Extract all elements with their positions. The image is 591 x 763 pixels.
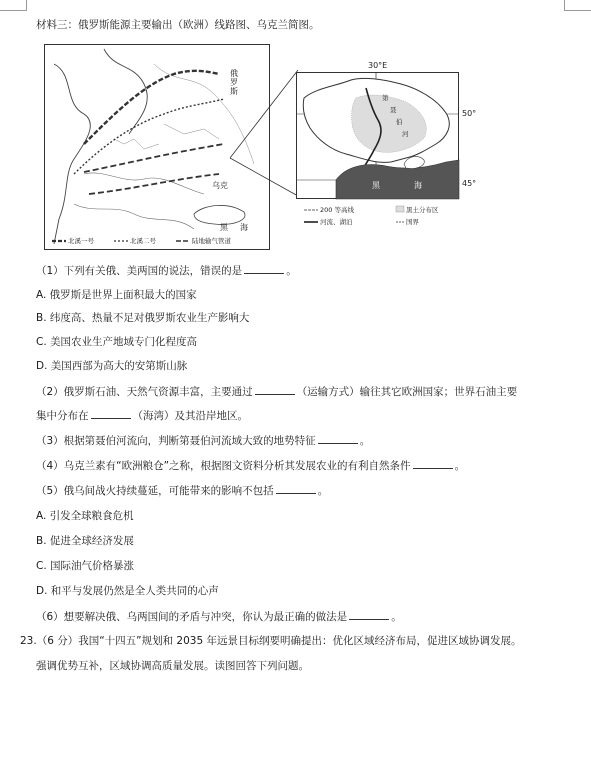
q5-option-c: C. 国际油气价格暴涨	[36, 560, 135, 572]
q1-option-d: D. 美国西部为高大的安第斯山脉	[36, 360, 188, 372]
legend-contour: 200 等高线	[320, 206, 354, 214]
legend-north-stream-1: 北溪一号	[68, 237, 94, 245]
q5-option-a: A. 引发全球粮食危机	[36, 510, 134, 522]
legend-pipeline: 陆地输气管道	[192, 237, 231, 245]
question-3-tail: 。	[359, 435, 371, 447]
sea-label-hai: 海	[414, 181, 422, 190]
region-label-di: 第	[382, 94, 389, 102]
answer-blank-q3[interactable]	[318, 433, 358, 444]
answer-blank-q2-transport[interactable]	[255, 384, 295, 395]
material-title: 材料三：俄罗斯能源主要输出（欧洲）线路图、乌克兰简图。	[36, 19, 320, 31]
crop-mark-top-left	[0, 0, 27, 11]
question-2-line-2b: （海湾）及其沿岸地区。	[132, 410, 248, 422]
crop-mark-top-right	[564, 0, 591, 11]
question-2-line-2a: 集中分布在	[36, 410, 89, 422]
zoom-connector	[220, 68, 300, 198]
lat-label-50: 50°	[462, 109, 477, 118]
lat-label-45: 45°	[462, 179, 477, 188]
label-sea: 海	[240, 223, 248, 232]
answer-blank-q2-gulf[interactable]	[91, 408, 131, 419]
answer-blank-q1[interactable]	[244, 263, 284, 274]
answer-blank-q5[interactable]	[276, 483, 316, 494]
question-2-stem-b: （运输方式）输往其它欧洲国家；世界石油主要	[296, 386, 518, 398]
sea-label-hei: 黑	[372, 181, 380, 190]
legend-river: 河流、湖泊	[320, 218, 353, 226]
question-3	[36, 433, 370, 448]
question-2-stem: （2）俄罗斯石油、天然气资源丰富，主要通过	[36, 386, 253, 398]
q1-option-b: B. 纬度高、热量不足对俄罗斯农业生产影响大	[36, 312, 250, 324]
region-label-bo: 伯	[396, 118, 403, 126]
region-label-he: 河	[402, 130, 409, 138]
legend-north-stream-2: 北溪二号	[130, 237, 156, 245]
question-2-line-1	[36, 384, 517, 399]
lon-label-30e: 30°E	[368, 61, 388, 70]
legend-border: 国界	[406, 218, 419, 226]
question-5	[36, 483, 328, 498]
legend-soil: 黑土分布区	[406, 206, 439, 214]
question-23-line-2: 强调优势互补，区域协调高质量发展。读图回答下列问题。	[36, 660, 309, 672]
answer-blank-q6[interactable]	[349, 609, 389, 620]
question-6-tail: 。	[391, 611, 402, 623]
answer-blank-q4[interactable]	[413, 458, 453, 469]
question-6-stem: （6）想要解决俄、乌两国间的矛盾与冲突，你认为最正确的做法是	[36, 611, 348, 623]
q5-option-b: B. 促进全球经济发展	[36, 535, 134, 547]
q5-option-d: D. 和平与发展仍然是全人类共同的心声	[36, 585, 219, 597]
question-4-stem: （4）乌克兰素有“欧洲粮仓”之称，根据图文资料分析其发展农业的有利自然条件	[36, 460, 411, 472]
q1-option-a: A. 俄罗斯是世界上面积最大的国家	[36, 289, 197, 301]
question-4-tail: 。	[454, 460, 466, 472]
question-3-stem: （3）根据第聂伯河流向，判断第聂伯河流域大致的地势特征	[36, 435, 316, 447]
ukraine-map	[296, 58, 488, 238]
question-23-line-1: 23.（6 分）我国“十四五”规划和 2035 年远景目标纲要明确提出：优化区域经济布局，促进区域协调发展。	[20, 635, 522, 647]
question-2-line-2	[36, 408, 248, 423]
region-label-nie: 聂	[390, 106, 397, 114]
question-1-stem: （1）下列有关俄、美两国的说法，错误的是	[36, 265, 243, 277]
label-black-sea: 黑	[220, 223, 228, 232]
question-1	[36, 263, 297, 278]
question-5-stem: （5）俄乌间战火持续蔓延，可能带来的影响不包括	[36, 485, 274, 497]
label-ukraine: 乌克	[212, 181, 228, 190]
question-5-tail: 。	[317, 485, 329, 497]
question-6	[36, 609, 402, 624]
label-russia-1: 俄罗斯	[230, 69, 238, 96]
question-4	[36, 458, 465, 473]
q1-option-c: C. 美国农业生产地域专门化程度高	[36, 336, 198, 348]
question-1-tail: 。	[286, 265, 297, 277]
